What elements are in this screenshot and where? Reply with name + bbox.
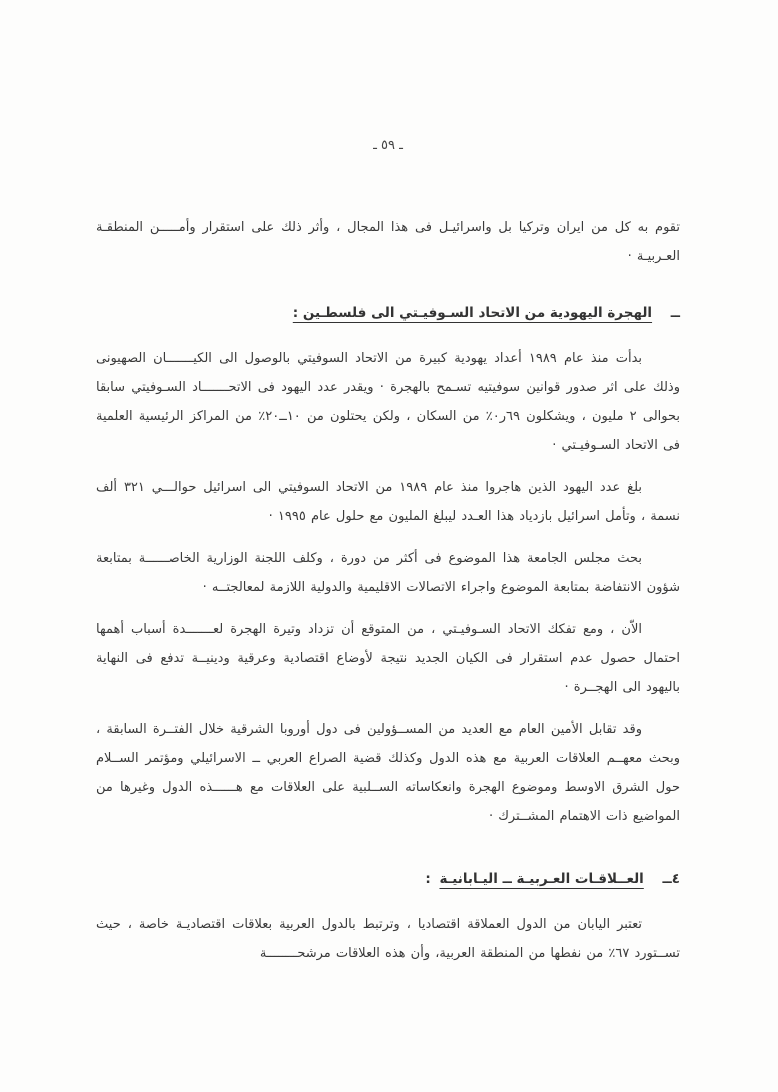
paragraph-japan-relations: تعتبر اليابان من الدول العملاقة اقتصاديا ، وترتبط بالدول العربية بعلاقات اقتصاديـة خاصة ، حيث تســتورد ٦٧٪ من نفطها من المنطقة العربية، وأن هذه العلاقات مرشحــــــــة <box>96 917 680 961</box>
page-number: ـ ٥٩ ـ <box>373 138 403 153</box>
heading-dash: ــ <box>670 305 680 321</box>
paragraph-soviet-breakup: الاّن ، ومع تفكك الاتحاد السـوفيـتي ، من المتوقع أن تزداد وتيرة الهجرة لعـــــــدة أسباب أهمها احتمال حصول عدم استقرار فى الكيان الجديد نتيجة لأوضاع اقتصادية وعرقية ودينيــة تدفع فى النهاية باليهود الى الهجــرة · <box>96 622 680 695</box>
heading-colon: : <box>425 871 431 887</box>
heading-title: العــلاقـات العـربيـة ــ اليـابانيـة <box>439 871 644 887</box>
paragraph-league-council: بحث مجلس الجامعة هذا الموضوع فى أكثر من دورة ، وكلف اللجنة الوزارية الخاصــــــة بمتابعة شؤون الانتفاضة بمتابعة الموضوع واجراء الاتصالات الاقليمية والدولية اللازمة لمعالجتــه · <box>96 551 680 595</box>
heading-number-prefix: ٤ــ <box>662 871 680 887</box>
paragraph-secretary-general: وقد تقابل الأمين العام مع العديد من المســؤولين فى دول أوروبا الشرقية خلال الفتــرة السابقة ، وبحث معهــم العلاقات العربية مع هذه الدول وكذلك قضية الصراع العربي ــ الاسرائيلي ومؤتمر الســلام حول الشرق الاوسط وموضوع الهجرة وانعكاساته الســلبية على العلاقات مع هــــــذه الدول وغيرها من المواضيع ذات الاهتمام المشــترك · <box>96 722 680 824</box>
section-heading-jewish-migration <box>96 299 680 328</box>
page-content <box>96 138 680 968</box>
intro-paragraph: تقوم به كل من ايران وتركيا بل واسرائيـل فى هذا المجال ، وأثر ذلك على استقرار وأمـــــن المنطقـة العـربيـة · <box>96 220 680 264</box>
paragraph-migration-numbers: بلغ عدد اليهود الذين هاجروا منذ عام ١٩٨٩ من الاتحاد السوفيتي الى اسرائيل حوالـــي ٣٢١ ألف نسمة ، وتأمل اسرائيل بازدياد هذا العـدد ليبلغ المليون مع حلول عام ١٩٩٥ · <box>96 480 680 524</box>
section-heading-arab-japanese-relations <box>96 865 680 894</box>
heading-title: الهجرة اليهودية من الاتحاد السـوفيـتي الى فلسطـين : <box>292 305 653 321</box>
paragraph-migration-start: بدأت منذ عام ١٩٨٩ أعداد يهودية كبيرة من الاتحاد السوفيتي بالوصول الى الكيـــــــان الصهيونى وذلك على اثر صدور قوانين سوفيتيه تسـمح بالهجرة · ويقدر عدد اليهود فى الاتحـــــــاد السـوفيتي سابقا بحوالى ٢ مليون ، ويشكلون ٦٩ر٠٪ من السكان ، ولكن يحتلون من ١٠ــ٢٠٪ من المراكز الرئيسية العلمية فى الاتحاد السـوفيـتي · <box>96 351 680 453</box>
